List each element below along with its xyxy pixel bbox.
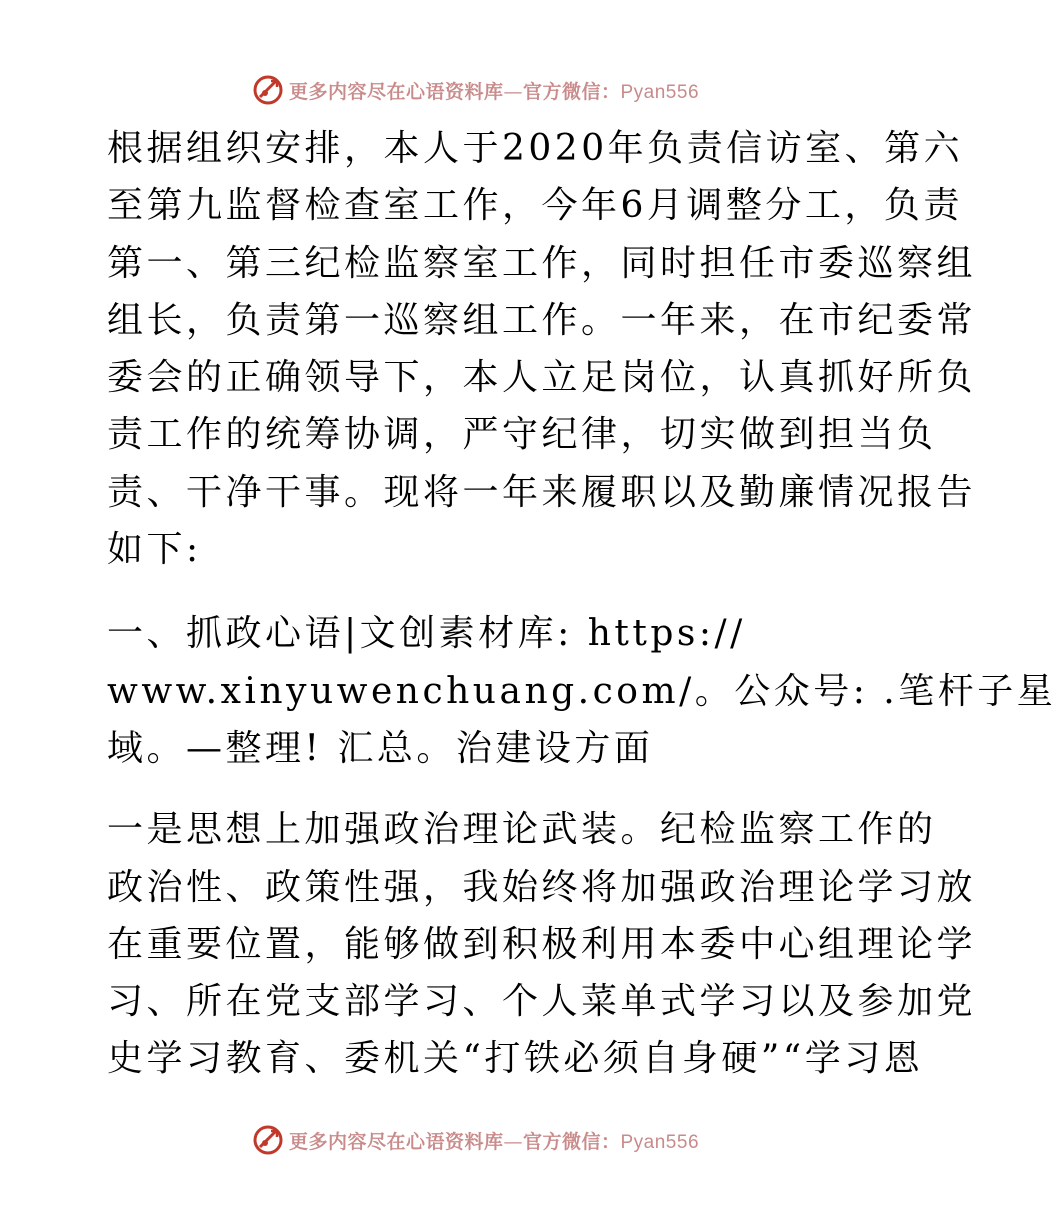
text-line: 责、干净干事。现将一年来履职以及勤廉情况报告 (107, 471, 977, 513)
text-line: 在重要位置，能够做到积极利用本委中心组理论学 (107, 923, 977, 965)
paragraph-ideology (97, 801, 977, 1087)
logo-icon (251, 73, 285, 107)
section-heading (97, 605, 1056, 777)
text-line: www.xinyuwenchuang.com/。公众号: .笔杆子星 (107, 670, 1056, 712)
text-line: 一、抓政心语|文创素材库: https:// (107, 613, 746, 655)
watermark-wechat-label: 官方微信： (522, 80, 621, 103)
watermark-separator: — (503, 1130, 523, 1153)
text-line: 根据组织安排，本人于2020年负责信访室、第六 (107, 128, 964, 169)
document-body (97, 120, 1056, 1088)
text-line: 史学习教育、委机关“打铁必须自身硬”“学习恩 (107, 1038, 924, 1080)
text-line: 第一、第三纪检监察室工作，同时担任市委巡察组 (107, 242, 977, 284)
logo-icon (251, 1123, 285, 1157)
text-line: 组长，负责第一巡察组工作。一年来，在市纪委常 (107, 299, 977, 341)
watermark-text (289, 1127, 699, 1154)
watermark-text (289, 77, 699, 104)
text-line: 政治性、政策性强，我始终将加强政治理论学习放 (107, 866, 977, 908)
text-line: 习、所在党支部学习、个人菜单式学习以及参加党 (107, 981, 977, 1023)
paragraph-intro (97, 120, 977, 578)
watermark-brand: 更多内容尽在心语资料库 (288, 80, 504, 103)
paragraph-gap (97, 777, 857, 801)
text-line: 域。—整理! 汇总。治建设方面 (107, 727, 654, 769)
watermark-separator: — (503, 80, 523, 103)
text-line: 至第九监督检查室工作，今年6月调整分工，负责 (107, 185, 963, 227)
text-line: 责工作的统筹协调，严守纪律，切实做到担当负 (107, 414, 937, 456)
footer-watermark (0, 1120, 950, 1160)
text-line: 委会的正确领导下，本人立足岗位，认真抓好所负 (107, 357, 977, 399)
watermark-wechat-id: Pyan556 (620, 1131, 700, 1153)
watermark-wechat-id: Pyan556 (620, 81, 700, 103)
watermark-brand: 更多内容尽在心语资料库 (288, 1130, 504, 1153)
text-line: 如下: (107, 529, 202, 571)
watermark-wechat-label: 官方微信： (522, 1130, 621, 1153)
text-line: 一是思想上加强政治理论武装。纪检监察工作的 (107, 809, 937, 851)
paragraph-gap (97, 578, 857, 605)
header-watermark (0, 70, 950, 110)
